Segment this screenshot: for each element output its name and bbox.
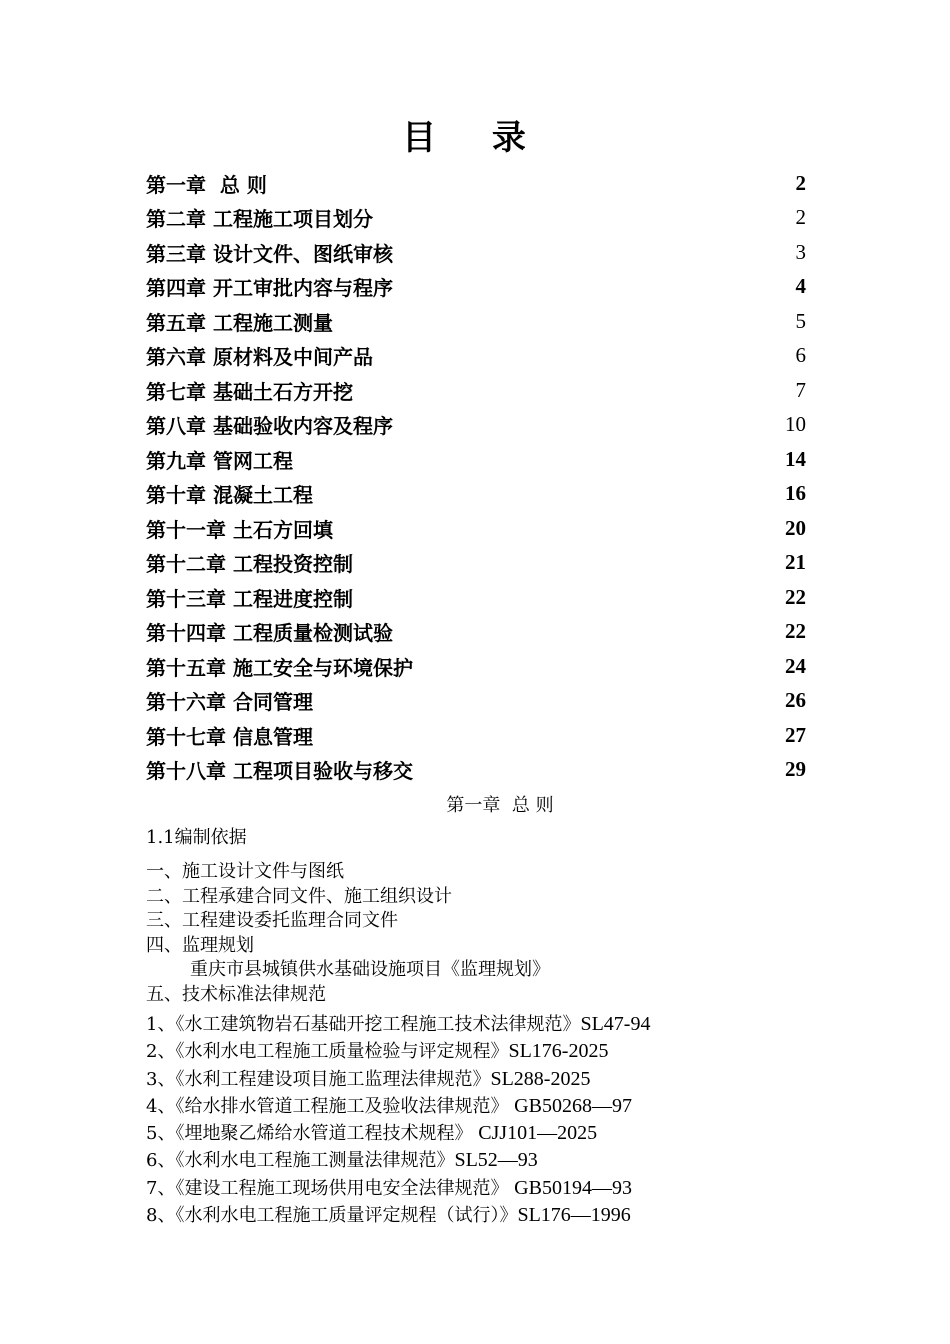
toc-entry-label: 第一章 总 则 bbox=[146, 172, 267, 197]
toc-entry[interactable] bbox=[146, 615, 806, 650]
standard-title: 6、《水利水电工程施工测量法律规范》 bbox=[146, 1150, 455, 1172]
toc-entry[interactable] bbox=[146, 166, 806, 201]
standard-title: 8、《水利水电工程施工质量评定规程（试行）》 bbox=[146, 1205, 518, 1227]
toc-entry[interactable] bbox=[146, 442, 806, 477]
standard-title: 5、《埋地聚乙烯给水管道工程技术规程》 bbox=[146, 1123, 479, 1145]
toc-entry[interactable] bbox=[146, 201, 806, 236]
standard-item bbox=[146, 1038, 846, 1065]
standard-item bbox=[146, 1093, 846, 1120]
toc-entry[interactable] bbox=[146, 235, 806, 270]
toc-entry-label: 第九章 管网工程 bbox=[146, 448, 293, 473]
toc-entry-label: 第八章 基础验收内容及程序 bbox=[146, 414, 393, 439]
standard-item bbox=[146, 1202, 846, 1229]
toc-entry-page-number: 3 bbox=[795, 239, 806, 264]
standard-title: 3、《水利工程建设项目施工监理法律规范》 bbox=[146, 1068, 491, 1090]
standard-code: GB50194—93 bbox=[514, 1176, 632, 1199]
standard-title: 7、《建设工程施工现场供用电安全法律规范》 bbox=[146, 1177, 515, 1199]
toc-entry-label: 第十四章 工程质量检测试验 bbox=[146, 621, 393, 646]
chapter-heading: 第一章 总 则 bbox=[446, 795, 554, 816]
toc-entry-label: 第五章 工程施工测量 bbox=[146, 310, 333, 335]
basis-item: 四、监理规划 bbox=[146, 934, 254, 956]
toc-entry-page-number: 24 bbox=[785, 653, 806, 678]
basis-list bbox=[146, 860, 846, 1007]
toc-entry[interactable] bbox=[146, 684, 806, 719]
toc-entry-page-number: 26 bbox=[785, 688, 806, 713]
standards-list bbox=[146, 1011, 846, 1229]
toc-entry[interactable] bbox=[146, 373, 806, 408]
toc-entry-page-number: 21 bbox=[785, 550, 806, 575]
toc-entry-page-number: 20 bbox=[785, 515, 806, 540]
toc-entry-label: 第十八章 工程项目验收与移交 bbox=[146, 759, 413, 784]
toc-entry-page-number: 27 bbox=[785, 722, 806, 747]
standards-heading: 五、技术标准法律规范 bbox=[146, 983, 326, 1005]
basis-item: 一、施工设计文件与图纸 bbox=[146, 861, 344, 882]
toc-entry-page-number: 22 bbox=[785, 619, 806, 644]
standard-item bbox=[146, 1066, 846, 1093]
toc-title: 目 录 bbox=[402, 118, 548, 158]
toc-entry-page-number: 22 bbox=[785, 584, 806, 609]
toc-entry[interactable] bbox=[146, 580, 806, 615]
toc-entry[interactable] bbox=[146, 270, 806, 305]
basis-item: 三、工程建设委托监理合同文件 bbox=[146, 910, 398, 931]
standard-title: 4、《给水排水管道工程施工及验收法律规范》 bbox=[146, 1095, 515, 1117]
standard-item bbox=[146, 1120, 846, 1147]
toc-entry[interactable] bbox=[146, 546, 806, 581]
toc-entry-label: 第二章 工程施工项目划分 bbox=[146, 207, 373, 232]
toc-entry[interactable] bbox=[146, 408, 806, 443]
standard-item bbox=[146, 1147, 846, 1174]
standard-code: CJJ101—2025 bbox=[478, 1122, 598, 1145]
toc-entry-page-number: 16 bbox=[785, 481, 806, 506]
toc-entry-page-number: 29 bbox=[785, 757, 806, 782]
toc-entry-label: 第三章 设计文件、图纸审核 bbox=[146, 241, 393, 266]
toc-entry-label: 第六章 原材料及中间产品 bbox=[146, 345, 373, 370]
toc-entry-label: 第十二章 工程投资控制 bbox=[146, 552, 353, 577]
toc-entry-page-number: 4 bbox=[795, 274, 806, 299]
toc-entry-page-number: 2 bbox=[795, 170, 806, 195]
toc-entry[interactable] bbox=[146, 511, 806, 546]
toc-entry[interactable] bbox=[146, 718, 806, 753]
toc-entry-page-number: 6 bbox=[795, 343, 806, 368]
toc-entry-label: 第四章 开工审批内容与程序 bbox=[146, 276, 393, 301]
toc-entry[interactable] bbox=[146, 753, 806, 788]
toc-entry-label: 第十七章 信息管理 bbox=[146, 724, 313, 749]
toc-entry[interactable] bbox=[146, 649, 806, 684]
toc-entry-page-number: 7 bbox=[795, 377, 806, 402]
standard-title: 1、《水工建筑物岩石基础开挖工程施工技术法律规范》 bbox=[146, 1014, 581, 1035]
toc-entry-label: 第十章 混凝土工程 bbox=[146, 483, 313, 508]
standard-title: 2、《水利水电工程施工质量检验与评定规程》 bbox=[146, 1041, 509, 1063]
toc-entry-page-number: 5 bbox=[795, 308, 806, 333]
toc-entry-label: 第十五章 施工安全与环境保护 bbox=[146, 655, 413, 680]
standard-code: SL47-94 bbox=[580, 1013, 651, 1035]
toc-entry[interactable] bbox=[146, 477, 806, 512]
toc-entry[interactable] bbox=[146, 304, 806, 339]
toc-entry-page-number: 10 bbox=[785, 412, 806, 437]
standard-code: SL288-2025 bbox=[490, 1067, 591, 1090]
standard-item bbox=[146, 1011, 846, 1038]
standard-code: SL176-2025 bbox=[508, 1040, 609, 1063]
basis-item: 二、工程承建合同文件、施工组织设计 bbox=[146, 885, 452, 907]
toc-entry-label: 第十三章 工程进度控制 bbox=[146, 586, 353, 611]
toc-entry[interactable] bbox=[146, 339, 806, 374]
toc-entry-label: 第七章 基础土石方开挖 bbox=[146, 379, 353, 404]
standard-code: SL176—1996 bbox=[517, 1204, 631, 1227]
toc-entry-page-number: 14 bbox=[785, 446, 806, 471]
section-title: 1.1编制依据 bbox=[146, 827, 247, 848]
standard-code: SL52—93 bbox=[454, 1149, 538, 1172]
standard-item bbox=[146, 1175, 846, 1202]
table-of-contents bbox=[146, 166, 806, 787]
plan-subitem: 重庆市县城镇供水基础设施项目《监理规划》 bbox=[190, 959, 550, 980]
toc-entry-label: 第十六章 合同管理 bbox=[146, 690, 313, 715]
toc-entry-label: 第十一章 土石方回填 bbox=[146, 517, 333, 542]
toc-entry-page-number: 2 bbox=[795, 205, 806, 230]
standard-code: GB50268—97 bbox=[514, 1094, 632, 1117]
